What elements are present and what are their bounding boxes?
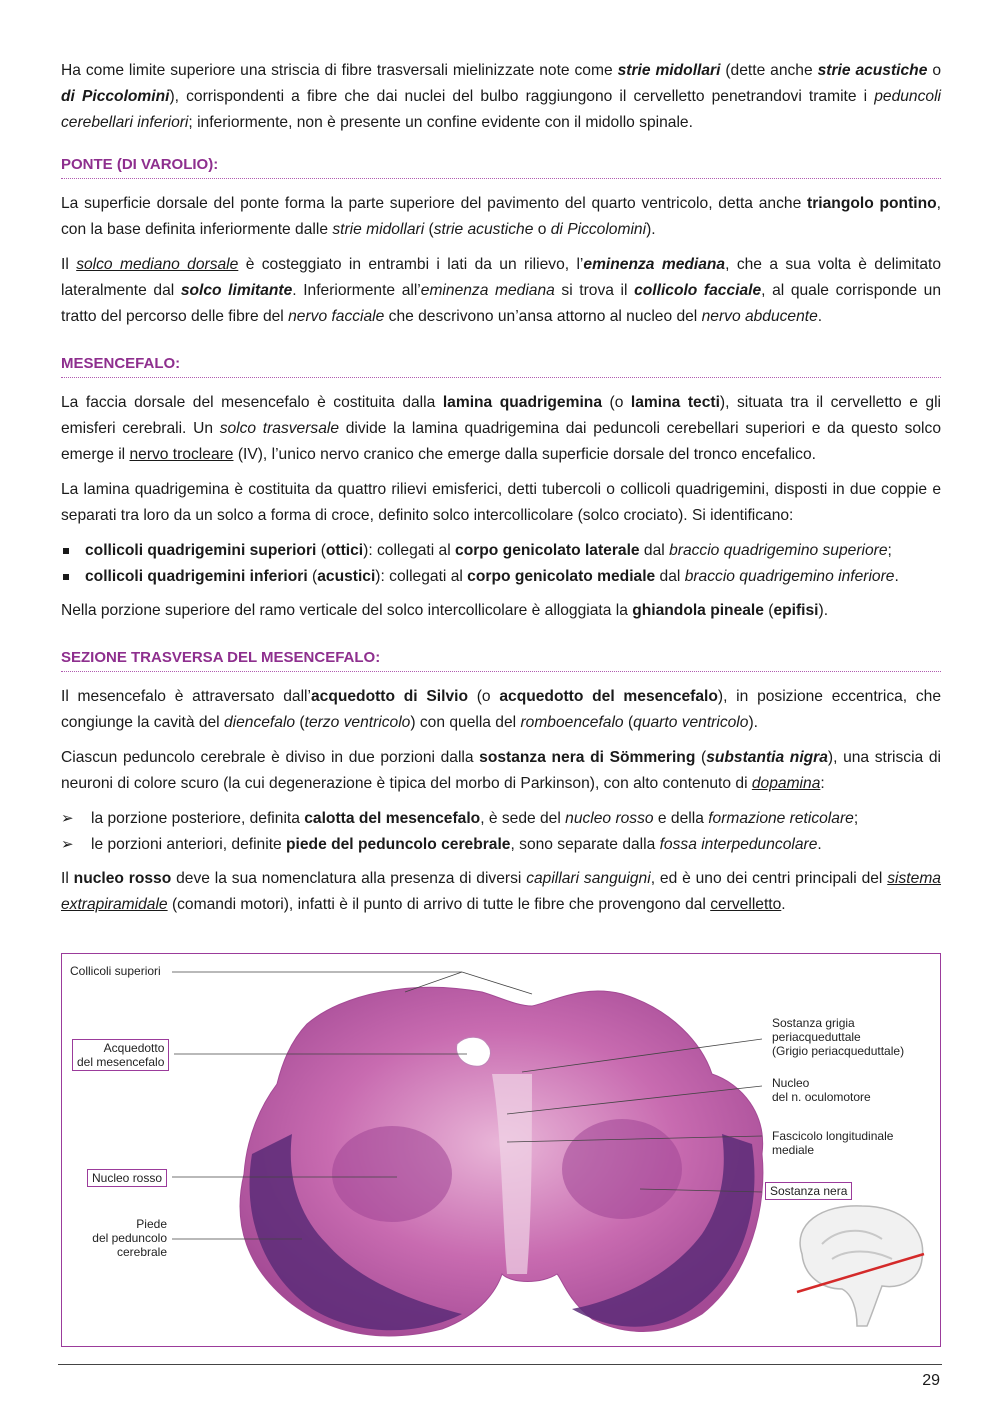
label-line: Sostanza grigia — [772, 1016, 855, 1030]
label-acquedotto-box — [72, 1039, 169, 1071]
page-content — [61, 58, 941, 927]
right-red-nucleus — [562, 1119, 682, 1219]
sezione-paragraph-2: Ciascun peduncolo cerebrale è diviso in due porzioni dalla sostanza nera di Sömmering (substantia nigra), una striscia di neuroni di colore scuro (la cui degenerazione è tipica del morbo di Parkinson), con alto contenuto di dopamina: — [61, 749, 941, 792]
ponte-paragraph-2: Il solco mediano dorsale è costeggiato in entrambi i lati da un rilievo, l’eminenza mediana, che a sua volta è delimitato lateralmente dal solco limitante. Inferiormente all’eminenza mediana si trova il collicolo facciale, al quale corrisponde un tratto del percorso delle fibre del nervo facciale che descrivono un’ansa attorno al nucleo del nervo abducente. — [61, 256, 942, 325]
label-line: Piede — [136, 1217, 167, 1231]
brain-inset-icon — [797, 1206, 924, 1326]
footer-divider — [58, 1364, 942, 1365]
label-line: Acquedotto — [103, 1041, 165, 1055]
section-heading-ponte: PONTE (DI VAROLIO): — [61, 156, 941, 179]
label-piede-peduncolo — [87, 1217, 167, 1259]
list-item: ➢ le porzioni anteriori, definite piede del peduncolo cerebrale, sono separate dalla fossa interpeduncolare. — [61, 832, 941, 858]
label-line: Nucleo — [772, 1076, 810, 1090]
label-line: del n. oculomotore — [772, 1090, 871, 1104]
sezione-paragraph-1: Il mesencefalo è attraversato dall’acquedotto di Silvio (o acquedotto del mesencefalo), in posizione eccentrica, che congiunge la cavità del diencefalo (terzo ventricolo) con quella del romboencefalo (quarto ventricolo). — [61, 688, 942, 731]
left-red-nucleus — [332, 1126, 452, 1222]
mesencefalo-paragraph-2: La lamina quadrigemina è costituita da quattro rilievi emisferici, detti tubercoli o collicoli quadrigemini, disposti in due coppie e separati tra loro da un solco a forma di croce, definito solco intercollicolare (solco crociato). Si identificano: — [61, 481, 941, 524]
peduncolo-list — [61, 806, 941, 858]
label-line: del peduncolo — [92, 1231, 167, 1245]
section-heading-mesencefalo: MESENCEFALO: — [61, 355, 941, 378]
mesencefalo-paragraph-1: La faccia dorsale del mesencefalo è costituita dalla lamina quadrigemina (o lamina tecti), situata tra il cervelletto e gli emisferi cerebrali. Un solco trasversale divide la lamina quadrigemina dai peduncoli cerebellari superiori e da questo solco emerge il nervo trocleare (IV), l’unico nervo cranico che emerge dalla superficie dorsale del tronco encefalico. — [61, 394, 942, 463]
label-nucleo-rosso: Nucleo rosso — [87, 1169, 167, 1187]
list-item: collicoli quadrigemini inferiori (acustici): collegati al corpo genicolato mediale dal braccio quadrigemino inferiore. — [61, 564, 941, 590]
intro-paragraph: Ha come limite superiore una striscia di fibre trasversali mielinizzate note come strie midollari (dette anche strie acustiche o di Piccolomini), corrispondenti a fibre che dai nuclei del bulbo raggiungono il cervelletto penetrandovi tramite i peduncoli cerebellari inferiori; inferiormente, non è presente un confine evidente con il midollo spinale. — [61, 62, 941, 131]
label-nucleo-oculomotore — [772, 1076, 871, 1104]
list-item: ➢ la porzione posteriore, definita calotta del mesencefalo, è sede del nucleo rosso e della formazione reticolare; — [61, 806, 941, 832]
label-sostanza-grigia — [772, 1016, 904, 1058]
label-collicoli-superiori: Collicoli superiori — [70, 964, 161, 978]
label-line: mediale — [772, 1143, 815, 1157]
list-item: collicoli quadrigemini superiori (ottici): collegati al corpo genicolato laterale dal braccio quadrigemino superiore; — [61, 538, 941, 564]
label-line: (Grigio periacqueduttale) — [772, 1044, 905, 1058]
page-number: 29 — [922, 1372, 940, 1389]
mesencefalo-paragraph-3: Nella porzione superiore del ramo verticale del solco intercollicolare è alloggiata la ghiandola pineale (epifisi). — [61, 602, 829, 619]
collicoli-list — [61, 538, 941, 590]
section-heading-sezione: SEZIONE TRASVERSA DEL MESENCEFALO: — [61, 649, 941, 672]
label-sostanza-nera: Sostanza nera — [765, 1182, 852, 1200]
ponte-paragraph-1: La superficie dorsale del ponte forma la parte superiore del pavimento del quarto ventricolo, detta anche triangolo pontino, con la base definita inferiormente dalle strie midollari (strie acustiche o di Piccolomini). — [61, 195, 942, 238]
label-line: Fascicolo longitudinale — [772, 1129, 894, 1143]
label-line: periacqueduttale — [772, 1030, 861, 1044]
sezione-paragraph-3: Il nucleo rosso deve la sua nomenclatura alla presenza di diversi capillari sanguigni, ed è uno dei centri principali del sistema extrapiramidale (comandi motori), infatti è il punto di arrivo di tutte le fibre che provengono dal cervelletto. — [61, 870, 941, 913]
label-line: cerebrale — [116, 1245, 167, 1259]
label-line: del mesencefalo — [77, 1055, 165, 1069]
label-fascicolo-longitudinale — [772, 1129, 893, 1157]
midbrain-section-figure — [61, 953, 941, 1347]
